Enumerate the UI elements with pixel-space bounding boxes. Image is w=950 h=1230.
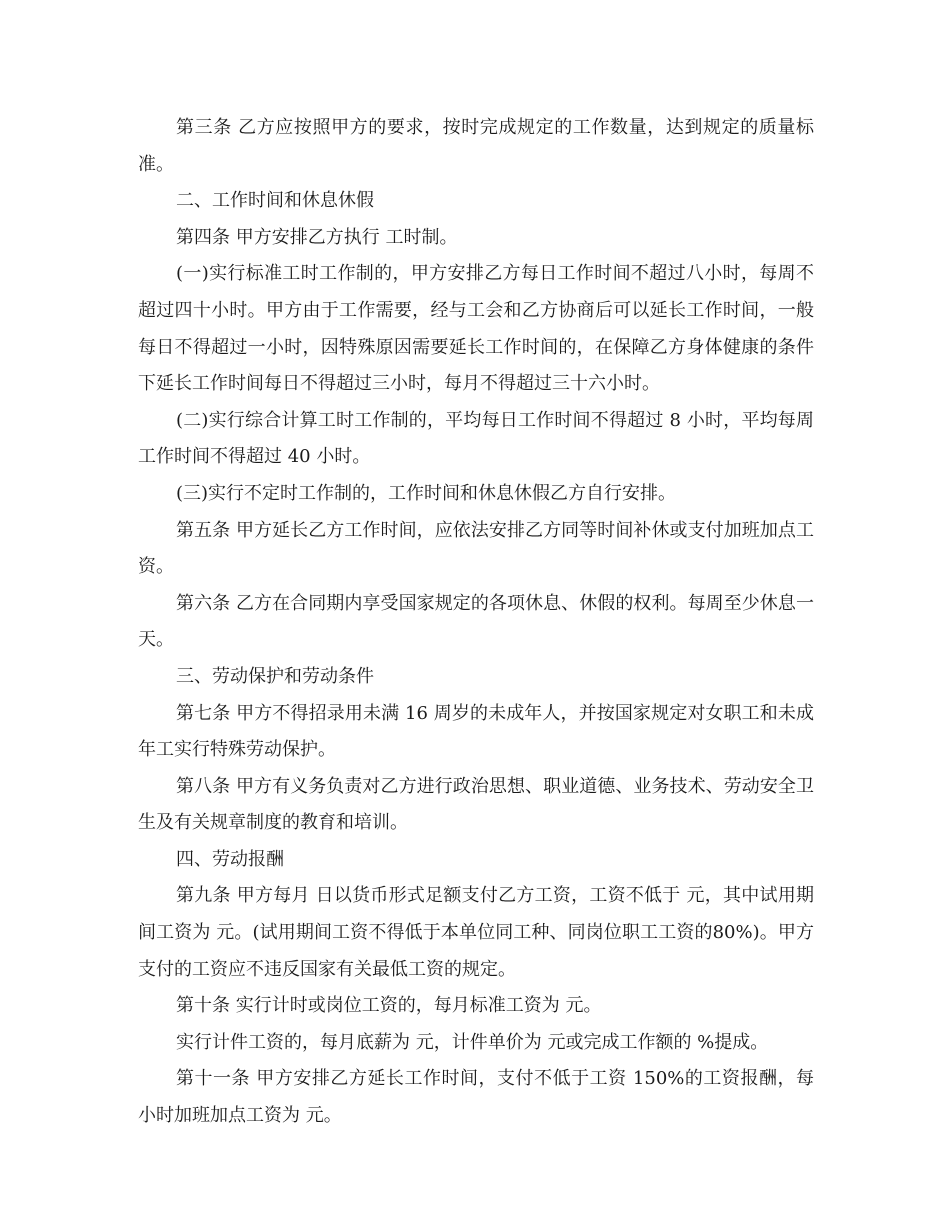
piecework-wage-paragraph: 实行计件工资的，每月底薪为 元，计件单价为 元或完成工作额的 %提成。 (176, 1031, 769, 1053)
article-7-paragraph: 第七条 甲方不得招录用未满 16 周岁的未成年人，并按国家规定对女职工和未成年工实行特殊劳动保护。 (138, 702, 814, 761)
article-3-paragraph: 第三条 乙方应按照甲方的要求，按时完成规定的工作数量，达到规定的质量标准。 (138, 117, 814, 175)
article-10-paragraph: 第十条 实行计时或岗位工资的，每月标准工资为 元。 (176, 995, 602, 1017)
clause-standard-hours-paragraph: (一)实行标准工时工作制的，甲方安排乙方每日工作时间不超过八小时，每周不超过四十小时。甲方由于工作需要，经与工会和乙方协商后可以延长工作时间，一般每日不得超过一小时，因特殊原因需要延长工作时间的，在保障乙方身体健康的条件下延长工作时间每日不得超过三小时，每月不得超过三十六小时。 (138, 263, 814, 395)
article-8-paragraph: 第八条 甲方有义务负责对乙方进行政治思想、职业道德、业务技术、劳动安全卫生及有关规章制度的教育和培训。 (138, 775, 814, 834)
section-heading-labor-protection: 三、劳动保护和劳动条件 (176, 665, 374, 687)
document-body (138, 110, 814, 1135)
clause-comprehensive-hours-paragraph: (二)实行综合计算工时工作制的，平均每日工作时间不得超过 8 小时，平均每周工作时间不得超过 40 小时。 (138, 409, 814, 468)
article-5-paragraph: 第五条 甲方延长乙方工作时间，应依法安排乙方同等时间补休或支付加班加点工资。 (138, 519, 814, 578)
article-6-paragraph: 第六条 乙方在合同期内享受国家规定的各项休息、休假的权利。每周至少休息一天。 (138, 592, 814, 651)
section-heading-remuneration: 四、劳动报酬 (176, 848, 284, 870)
article-9-paragraph: 第九条 甲方每月 日以货币形式足额支付乙方工资，工资不低于 元，其中试用期间工资为 元。(试用期间工资不得低于本单位同工种、同岗位职工工资的80%)。甲方支付的工资应不违反国家有关最低工资的规定。 (138, 885, 814, 980)
clause-flexible-hours-paragraph: (三)实行不定时工作制的，工作时间和休息休假乙方自行安排。 (176, 482, 677, 504)
section-heading-work-hours: 二、工作时间和休息休假 (176, 190, 374, 212)
article-11-paragraph: 第十一条 甲方安排乙方延长工作时间，支付不低于工资 150%的工资报酬，每小时加班加点工资为 元。 (138, 1068, 814, 1127)
article-4-paragraph: 第四条 甲方安排乙方执行 工时制。 (176, 226, 458, 248)
